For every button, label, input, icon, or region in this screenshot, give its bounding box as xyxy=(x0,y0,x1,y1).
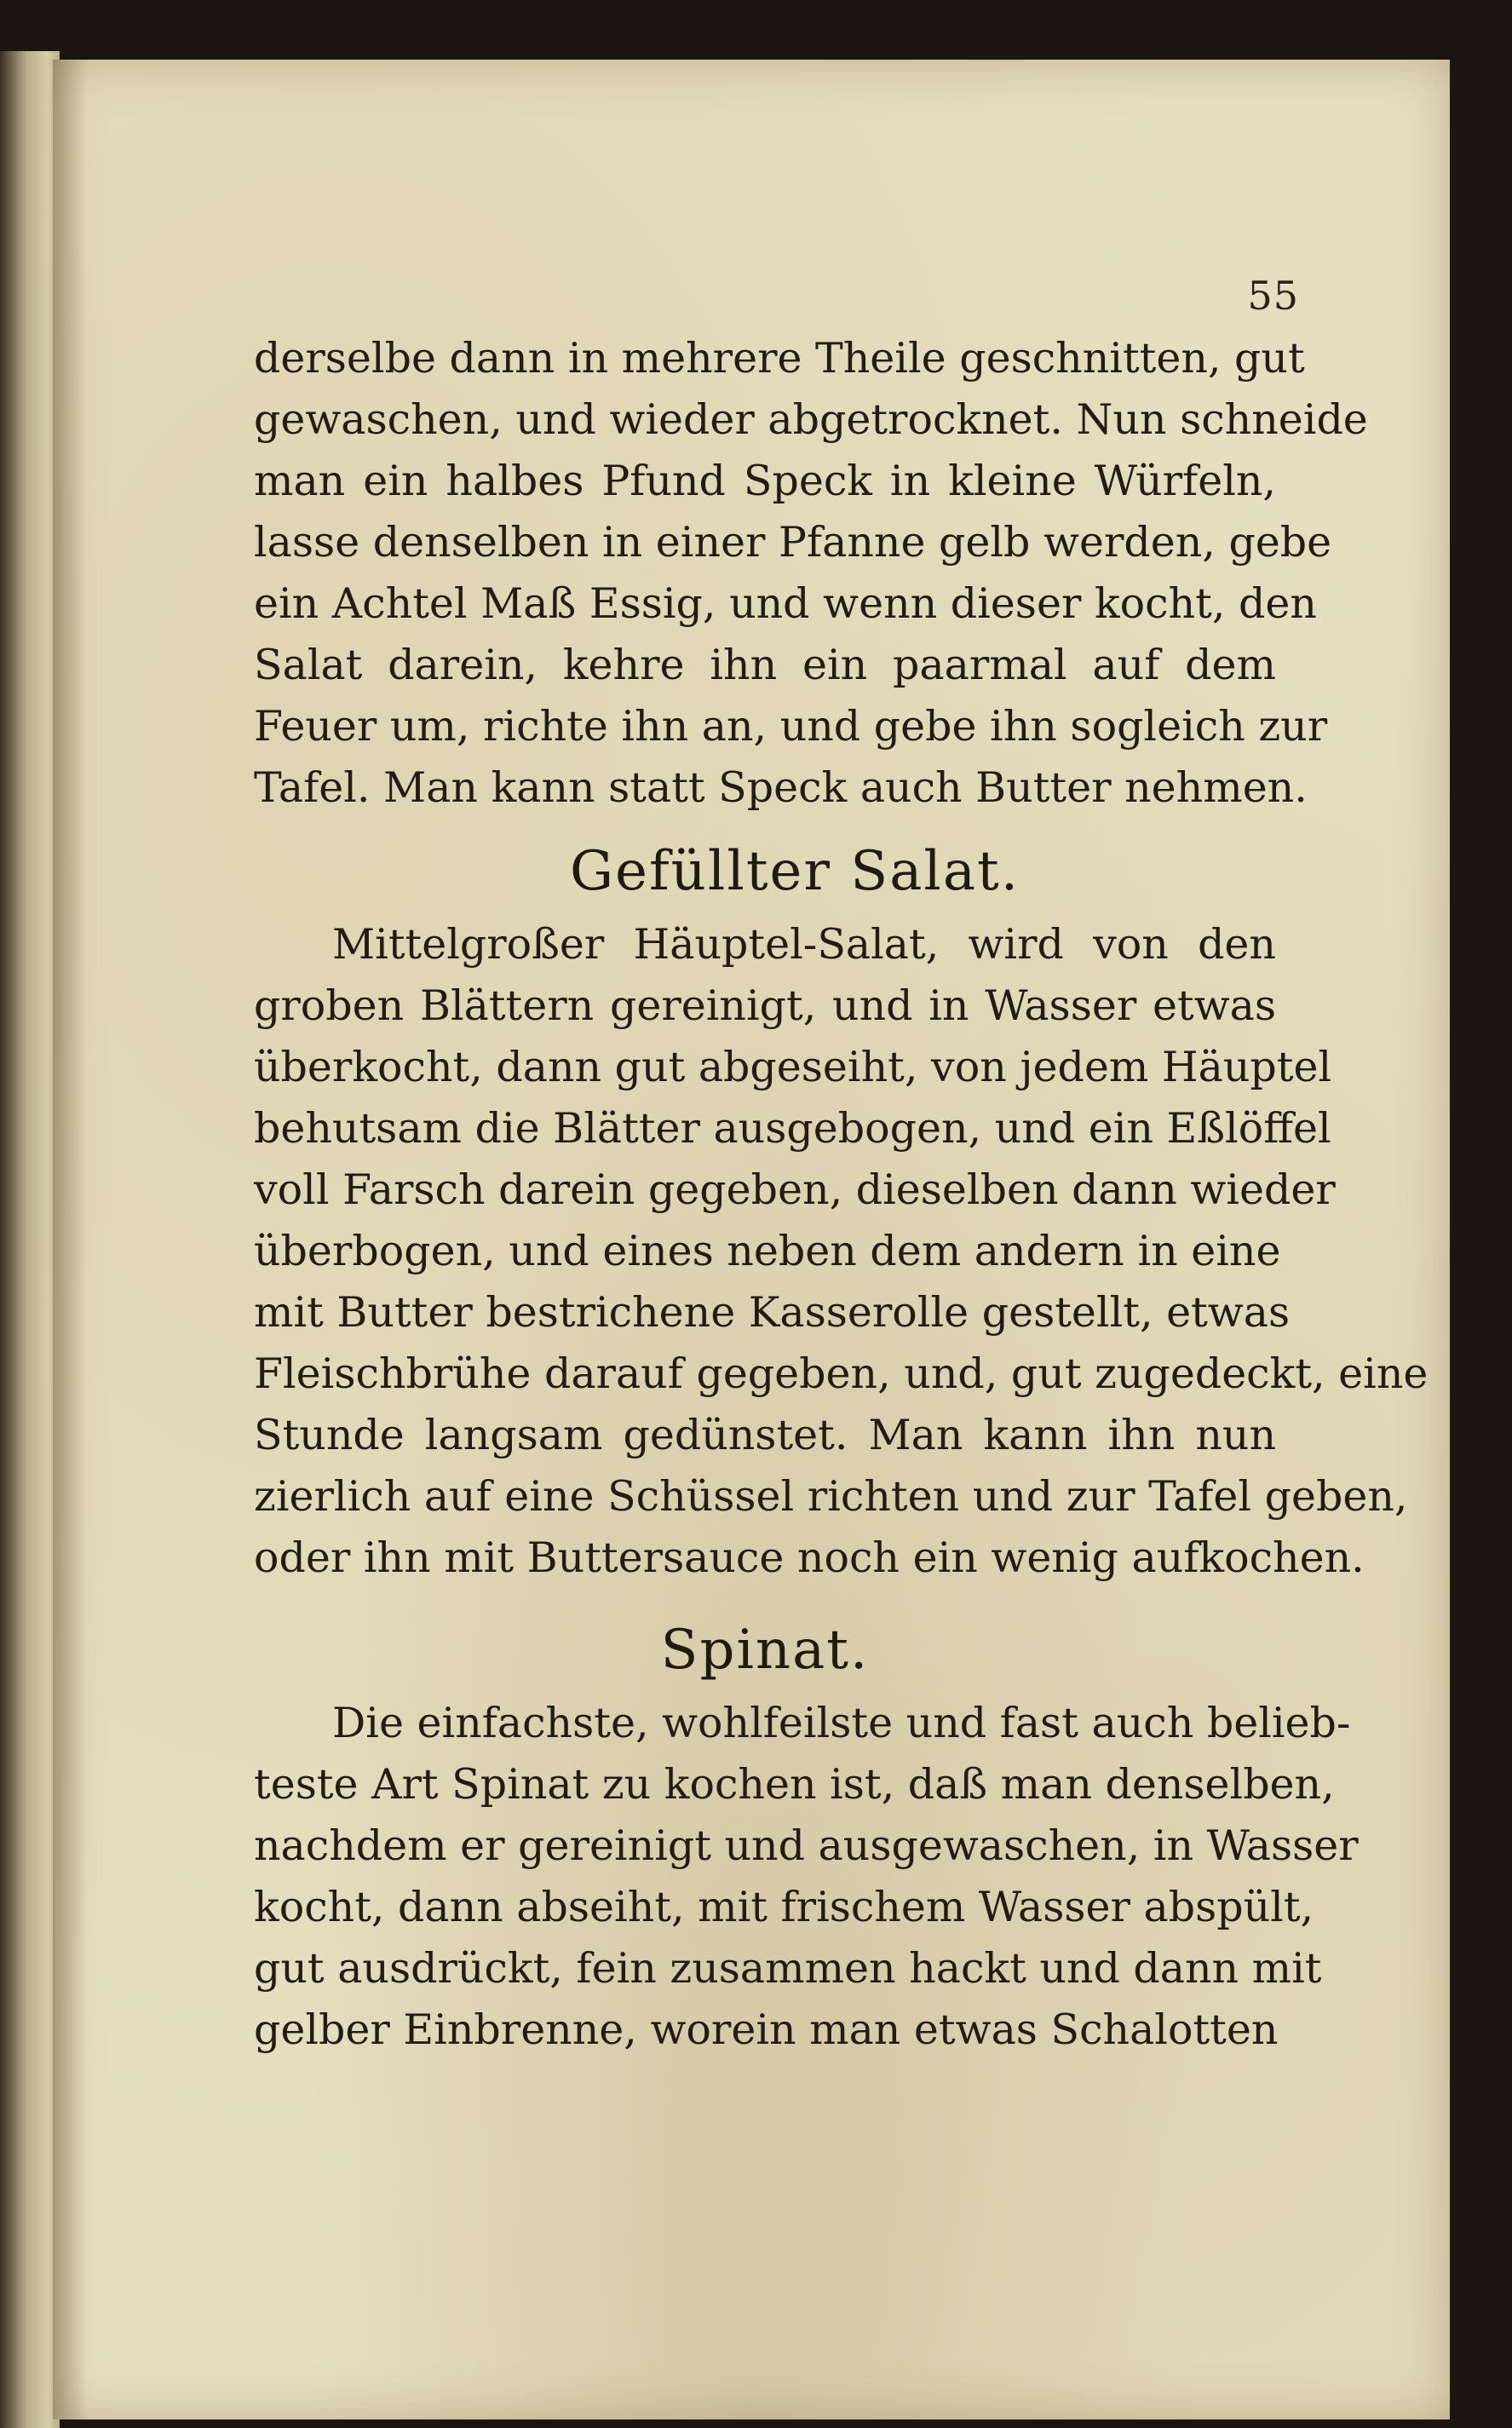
paragraph-1 xyxy=(254,328,1368,819)
text-line: behutsam die Blätter ausgebogen, und ein Eßlöffel xyxy=(254,1104,1331,1153)
text-line: teste Art Spinat zu kochen ist, daß man denselben, xyxy=(254,1760,1335,1809)
text-line: kocht, dann abseiht, mit frischem Wasser abspült, xyxy=(254,1883,1314,1931)
text-line: überkocht, dann gut abgeseiht, von jedem Häuptel xyxy=(254,1043,1332,1091)
text-line: gewaschen, und wieder abgetrocknet. Nun schneide xyxy=(254,395,1368,444)
section-heading-spinat: Spinat. xyxy=(660,1619,870,1682)
text-line: oder ihn mit Buttersauce noch ein wenig aufkochen. xyxy=(254,1533,1365,1582)
text-line: Stunde langsam gedünstet. Man kann ihn nun xyxy=(254,1411,1276,1459)
page-text xyxy=(254,328,1429,2061)
text-line: überbogen, und eines neben dem andern in eine xyxy=(254,1227,1281,1275)
section-heading-gefuellter-salat: Gefüllter Salat. xyxy=(569,840,1020,903)
paragraph-2 xyxy=(254,914,1429,1589)
text-line: Die einfachste, wohlfeilste und fast auch belieb- xyxy=(332,1699,1351,1747)
page-fold-shadow xyxy=(53,60,87,2419)
text-line: gelber Einbrenne, worein man etwas Schalotten xyxy=(254,2005,1279,2054)
text-line: mit Butter bestrichene Kasserolle gestellt, etwas xyxy=(254,1288,1291,1337)
text-line: derselbe dann in mehrere Theile geschnitten, gut xyxy=(254,334,1305,383)
text-line: Fleischbrühe darauf gegeben, und, gut zugedeckt, eine xyxy=(254,1349,1429,1398)
text-line: Mittelgroßer Häuptel-Salat, wird von den xyxy=(332,920,1276,969)
text-line: zierlich auf eine Schüssel richten und zur Tafel geben, xyxy=(254,1472,1408,1521)
text-line: lasse denselben in einer Pfanne gelb werden, gebe xyxy=(254,518,1332,567)
text-line: nachdem er gereinigt und ausgewaschen, in Wasser xyxy=(254,1821,1359,1870)
text-line: voll Farsch darein gegeben, dieselben dann wieder xyxy=(254,1165,1336,1214)
text-line: groben Blättern gereinigt, und in Wasser etwas xyxy=(254,981,1276,1030)
text-line: man ein halbes Pfund Speck in kleine Würfeln, xyxy=(254,457,1276,505)
text-line: gut ausdrückt, fein zusammen hackt und dann mit xyxy=(254,1944,1322,1993)
text-line: Feuer um, richte ihn an, und gebe ihn sogleich zur xyxy=(254,702,1328,751)
page-number: 55 xyxy=(1247,273,1299,319)
paragraph-3 xyxy=(254,1693,1359,2061)
text-line: Tafel. Man kann statt Speck auch Butter nehmen. xyxy=(254,763,1308,812)
text-line: Salat darein, kehre ihn ein paarmal auf dem xyxy=(254,641,1276,689)
text-line: ein Achtel Maß Essig, und wenn dieser kocht, den xyxy=(254,579,1317,628)
book-spine xyxy=(0,51,60,2428)
